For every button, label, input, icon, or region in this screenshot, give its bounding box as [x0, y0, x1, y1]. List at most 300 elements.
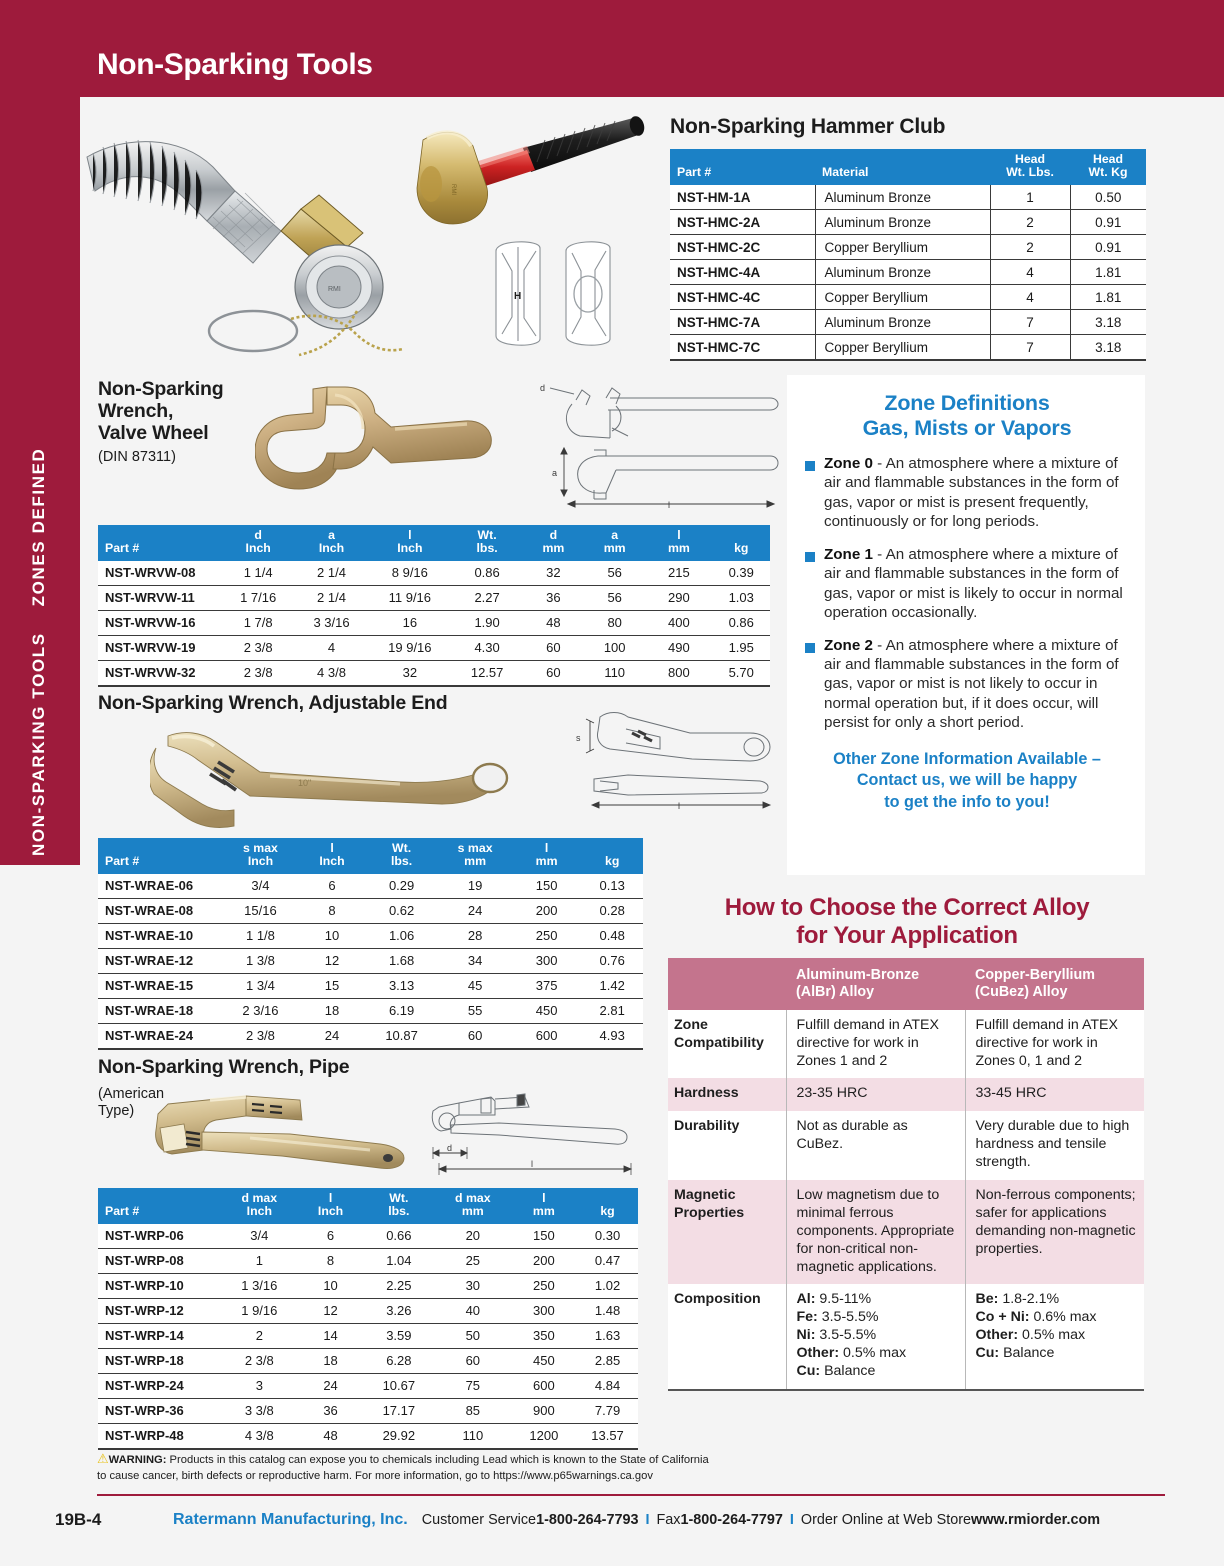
composition-line: Co + Ni: 0.6% max [975, 1309, 1097, 1326]
cell-value: 60 [523, 635, 584, 660]
warning-line-2: to cause cancer, birth defects or reproductive harm. For more information, go to https://www.p65warnings.ca.gov [97, 1469, 653, 1482]
fax-label: Fax [656, 1512, 681, 1528]
alloy-table-row [668, 1010, 1144, 1079]
alloy-row-label: Magnetic Properties [668, 1180, 786, 1284]
cell-value: 0.66 [363, 1224, 435, 1249]
th-d-max: d max mm [435, 1188, 511, 1224]
th-material: Material [815, 149, 990, 186]
cell-value: 1 3/8 [222, 948, 300, 973]
th-head-wt-kg: Head Wt. Kg [1070, 149, 1146, 186]
th-a: a mm [584, 525, 645, 561]
cell-value: 48 [298, 1423, 362, 1449]
cell-value: 2.81 [581, 998, 643, 1023]
svg-text:RMI: RMI [328, 286, 341, 293]
cell-part-number: NST-HMC-7C [670, 335, 815, 361]
cell-value: 100 [584, 635, 645, 660]
cell-value: Aluminum Bronze [815, 260, 990, 285]
cell-value: 2 3/8 [222, 1023, 300, 1049]
page-header-banner [0, 0, 1224, 97]
th-part-number: Part # [670, 149, 815, 186]
table-row [98, 1273, 638, 1298]
cell-value: 0.86 [712, 610, 770, 635]
th-kg: kg [712, 525, 770, 561]
th-d: d mm [523, 525, 584, 561]
cell-value: 1 9/16 [220, 1298, 298, 1323]
cell-value: 19 [438, 874, 511, 899]
cell-value: 215 [645, 561, 712, 586]
zone-dash: - [872, 545, 886, 563]
cell-value: 250 [511, 1273, 577, 1298]
alloy-cell-cubez: Very durable due to high hardness and tensile strength. [965, 1111, 1144, 1180]
zone-cta-line2: Contact us, we will be happy [856, 771, 1078, 790]
composition-line: Ni: 3.5-5.5% [796, 1327, 877, 1344]
valve-wheel-dimension-diagram [520, 378, 782, 513]
cell-value: 0.28 [581, 898, 643, 923]
cell-value: Copper Beryllium [815, 335, 990, 361]
th-l: l mm [512, 838, 581, 874]
cell-value: 10 [299, 923, 365, 948]
cell-value: 36 [523, 585, 584, 610]
composition-line: Be: 1.8-2.1% [975, 1291, 1060, 1308]
alloy-table-row [668, 1284, 1144, 1389]
zone-definition-text [824, 545, 1129, 623]
cell-part-number: NST-HMC-2A [670, 210, 815, 235]
table-row [670, 285, 1146, 310]
valve-wheel-title-line2: Wrench, [98, 400, 174, 423]
warning-text-1: Products in this catalog can expose you to chemicals including Lead which is known to the State of California [166, 1454, 709, 1466]
zone-definition-text [824, 636, 1129, 733]
alloy-table-row [668, 1111, 1144, 1180]
cell-value: 4.30 [451, 635, 522, 660]
alloy-row-label: Zone Compatibility [668, 1010, 786, 1079]
th-l: l Inch [298, 1188, 362, 1224]
cell-value: 1 7/8 [222, 610, 295, 635]
cell-value: 5.70 [712, 660, 770, 686]
th-s-max: s max mm [438, 838, 511, 874]
cell-value: 0.48 [581, 923, 643, 948]
cell-value: 2.27 [451, 585, 522, 610]
cell-part-number: NST-WRAE-12 [98, 948, 222, 973]
cell-part-number: NST-HMC-2C [670, 235, 815, 260]
zone-label: Zone 2 [824, 636, 873, 654]
zone-label: Zone 1 [824, 545, 873, 563]
table-row [98, 973, 643, 998]
cell-value: 12.57 [451, 660, 522, 686]
cell-value: 7 [990, 335, 1070, 361]
cell-value: 1 3/4 [222, 973, 300, 998]
valve-wheel-title-line3: Valve Wheel [98, 422, 209, 445]
zone-contact-callout [805, 749, 1129, 813]
cell-value: 1 [990, 185, 1070, 210]
cell-value: 40 [435, 1298, 511, 1323]
cell-value: 48 [523, 610, 584, 635]
zone-cta-line1: Other Zone Information Available – [833, 749, 1101, 768]
adjustable-wrench-size-marking: 10" [298, 778, 312, 788]
valve-wheel-table-body [98, 561, 770, 686]
hammer-club-section [670, 115, 1146, 361]
cell-part-number: NST-WRP-06 [98, 1224, 220, 1249]
adjustable-diagram-label-s: s [576, 733, 581, 743]
side-tab-label-main: NON-SPARKING TOOLS [29, 632, 48, 856]
cell-value: 400 [645, 610, 712, 635]
cell-value: 0.62 [365, 898, 439, 923]
th-l: l Inch [299, 838, 365, 874]
cell-value: 490 [645, 635, 712, 660]
th-d: d Inch [222, 525, 295, 561]
cell-value: 200 [511, 1248, 577, 1273]
cell-value: 4 3/8 [295, 660, 368, 686]
alloy-cell-albr: Fulfill demand in ATEX directive for work in Zones 1 and 2 [786, 1010, 965, 1079]
alloy-cell-albr: Not as durable as CuBez. [786, 1111, 965, 1180]
cell-value: 75 [435, 1373, 511, 1398]
cell-value: 6.19 [365, 998, 439, 1023]
adjustable-wrench-title: Non-Sparking Wrench, Adjustable End [98, 692, 448, 714]
alloy-cell-albr [786, 1284, 965, 1389]
cell-value: 3.13 [365, 973, 439, 998]
non-sparking-hammer-photo [405, 112, 655, 252]
th-aluminum-bronze: Aluminum-Bronze (AlBr) Alloy [786, 958, 965, 1010]
alloy-cell-cubez: Non-ferrous components; safer for applications demanding non-magnetic properties. [965, 1180, 1144, 1284]
adjustable-wrench-table-wrap [98, 838, 643, 1050]
cell-value: 0.91 [1070, 210, 1146, 235]
cell-value: 24 [299, 1023, 365, 1049]
cell-value: Aluminum Bronze [815, 310, 990, 335]
alloy-row-label: Durability [668, 1111, 786, 1180]
zone-description: An atmosphere where a mixture of air and flammable substances in the form of gas, vapor or mist is likely to occur in normal operation occasionally. [824, 545, 1123, 622]
zone-definitions-title-line2: Gas, Mists or Vapors [862, 415, 1072, 440]
cell-value: 1.95 [712, 635, 770, 660]
adjustable-wrench-table [98, 838, 643, 1050]
cell-value: 1 1/4 [222, 561, 295, 586]
th-head-wt-lbs: Head Wt. Lbs. [990, 149, 1070, 186]
customer-service-label: Customer Service [421, 1512, 537, 1528]
cell-value: 17.17 [363, 1398, 435, 1423]
zone-definition-item [805, 454, 1129, 532]
hammer-section-title: Non-Sparking Hammer Club [670, 115, 946, 138]
cell-part-number: NST-HMC-7A [670, 310, 815, 335]
cell-value: 3.59 [363, 1323, 435, 1348]
zone-definition-item [805, 636, 1129, 733]
page-footer [55, 1500, 1175, 1540]
valve-wheel-table [98, 525, 770, 687]
composition-line: Al: 9.5-11% [796, 1291, 872, 1308]
cell-value: 2 3/8 [220, 1348, 298, 1373]
cell-value: 600 [511, 1373, 577, 1398]
cell-value: 25 [435, 1248, 511, 1273]
th-wt-: Wt. lbs. [451, 525, 522, 561]
table-header-row [668, 958, 1144, 1010]
cell-value: 10.87 [365, 1023, 439, 1049]
cell-value: 16 [368, 610, 451, 635]
composition-line: Other: 0.5% max [975, 1327, 1086, 1344]
cell-part-number: NST-WRVW-32 [98, 660, 222, 686]
cell-value: 29.92 [363, 1423, 435, 1449]
cell-part-number: NST-WRVW-19 [98, 635, 222, 660]
cell-value: 600 [512, 1023, 581, 1049]
cell-value: Copper Beryllium [815, 285, 990, 310]
cell-value: 10.67 [363, 1373, 435, 1398]
side-tab-label-secondary: ZONES DEFINED [29, 447, 48, 607]
cell-value: 0.29 [365, 874, 439, 899]
cell-value: 2.25 [363, 1273, 435, 1298]
alloy-comparison-table-wrap [668, 958, 1144, 1391]
valve-wheel-title-line1: Non-Sparking [98, 378, 224, 400]
cell-value: 7 [990, 310, 1070, 335]
alloy-title-line2: for Your Application [796, 921, 1018, 949]
cell-part-number: NST-WRP-14 [98, 1323, 220, 1348]
cell-value: 2.85 [577, 1348, 638, 1373]
cell-value: 55 [438, 998, 511, 1023]
prop65-warning [97, 1450, 897, 1485]
cell-part-number: NST-HMC-4A [670, 260, 815, 285]
cell-value: 18 [299, 998, 365, 1023]
cell-value: 7.79 [577, 1398, 638, 1423]
cell-value: 8 [298, 1248, 362, 1273]
cell-value: 24 [298, 1373, 362, 1398]
cell-value: 28 [438, 923, 511, 948]
cell-value: 15 [299, 973, 365, 998]
table-row [98, 948, 643, 973]
table-row [98, 1398, 638, 1423]
alloy-cell-albr: Low magnetism due to minimal ferrous components. Appropriate for non-critical non-magnetic applications. [786, 1180, 965, 1284]
alloy-comparison-table [668, 958, 1144, 1391]
alloy-cell-cubez [965, 1284, 1144, 1389]
zone-description: An atmosphere where a mixture of air and flammable substances in the form of gas, vapor or mist is present frequently, continuously or for long periods. [824, 454, 1119, 531]
cell-value: 6 [299, 874, 365, 899]
cell-value: 0.50 [1070, 185, 1146, 210]
square-bullet-icon [805, 461, 815, 471]
cell-value: 290 [645, 585, 712, 610]
cell-part-number: NST-HM-1A [670, 185, 815, 210]
th-kg: kg [577, 1188, 638, 1224]
th-part-number: Part # [98, 838, 222, 874]
pipe-wrench-subtitle-line1: (American [98, 1086, 165, 1103]
side-index-tab [0, 97, 80, 865]
cell-part-number: NST-WRAE-08 [98, 898, 222, 923]
zone-definitions-card [787, 375, 1145, 875]
cell-value: 3/4 [222, 874, 300, 899]
hammer-head-dimension-diagram [490, 235, 620, 353]
alloy-cell-cubez: Fulfill demand in ATEX directive for work in Zones 0, 1 and 2 [965, 1010, 1144, 1079]
cell-value: 12 [299, 948, 365, 973]
zone-cta-line3: to get the info to you! [884, 792, 1050, 811]
cell-value: 2 3/16 [222, 998, 300, 1023]
alloy-row-label: Hardness [668, 1078, 786, 1111]
page-number: 19B-4 [55, 1510, 102, 1529]
footer-separator-1: I [645, 1512, 650, 1528]
alloy-cell-cubez: 33-45 HRC [965, 1078, 1144, 1111]
cell-value: 12 [298, 1298, 362, 1323]
square-bullet-icon [805, 643, 815, 653]
footer-separator-2: I [789, 1512, 794, 1528]
cell-value: 3/4 [220, 1224, 298, 1249]
table-header-row [98, 838, 643, 874]
alloy-title-line1: How to Choose the Correct Alloy [724, 894, 1090, 921]
table-row [670, 260, 1146, 285]
table-row [98, 1423, 638, 1449]
alloy-section-title [668, 894, 1146, 950]
valve-diagram-label-d: d [540, 383, 546, 393]
pipe-wrench-table-wrap [98, 1188, 638, 1450]
hammer-table-body [670, 185, 1146, 360]
cell-value: 56 [584, 585, 645, 610]
th-l: l mm [511, 1188, 577, 1224]
cell-value: 1.81 [1070, 285, 1146, 310]
cell-value: 1.06 [365, 923, 439, 948]
cell-part-number: NST-WRP-18 [98, 1348, 220, 1373]
table-row [98, 923, 643, 948]
cell-value: 1.68 [365, 948, 439, 973]
table-row [670, 310, 1146, 335]
cell-value: 8 9/16 [368, 561, 451, 586]
composition-line: Other: 0.5% max [796, 1345, 907, 1362]
composition-line: Cu: Balance [796, 1362, 876, 1379]
zone-description: An atmosphere where a mixture of air and flammable substances in the form of gas, vapor or mist is not likely to occur in normal operation but, if it does occur, will persist for only a short period. [824, 636, 1119, 732]
cell-value: 1.63 [577, 1323, 638, 1348]
cell-value: 4 [295, 635, 368, 660]
cell-value: 450 [511, 1348, 577, 1373]
cell-value: 36 [298, 1398, 362, 1423]
cell-value: Aluminum Bronze [815, 185, 990, 210]
web-store-url[interactable]: www.rmiorder.com [971, 1512, 1101, 1528]
pipe-diagram-label-l: l [531, 1159, 533, 1169]
cell-value: 110 [435, 1423, 511, 1449]
pipe-wrench-subtitle-line2: Type) [98, 1102, 135, 1119]
cell-value: 8 [299, 898, 365, 923]
table-header-row [670, 149, 1146, 186]
cell-value: 14 [298, 1323, 362, 1348]
valve-diagram-label-a: a [552, 468, 558, 478]
table-header-row [98, 525, 770, 561]
adjustable-wrench-dimension-diagram [570, 705, 780, 820]
composition-line: Fe: 3.5-5.5% [796, 1309, 879, 1326]
table-row [98, 898, 643, 923]
cell-value: 3 3/16 [295, 610, 368, 635]
cell-value: 0.39 [712, 561, 770, 586]
table-row [98, 874, 643, 899]
cell-part-number: NST-WRAE-24 [98, 1023, 222, 1049]
braided-hose-assembly-photo [85, 105, 425, 370]
cell-part-number: NST-WRAE-15 [98, 973, 222, 998]
alloy-table-row [668, 1078, 1144, 1111]
cell-value: 18 [298, 1348, 362, 1373]
cell-part-number: NST-WRP-10 [98, 1273, 220, 1298]
cell-value: 80 [584, 610, 645, 635]
zone-definitions-title-line1: Zone Definitions [884, 391, 1050, 415]
th-d-max: d max Inch [220, 1188, 298, 1224]
cell-value: 300 [511, 1298, 577, 1323]
cell-value: 85 [435, 1398, 511, 1423]
cell-value: 6 [298, 1224, 362, 1249]
cell-value: 2 [990, 235, 1070, 260]
warning-label: WARNING: [108, 1454, 167, 1466]
table-row [98, 1373, 638, 1398]
cell-value: 150 [512, 874, 581, 899]
zone-definition-item [805, 545, 1129, 623]
table-row [98, 1348, 638, 1373]
th-copper-beryllium: Copper-Beryllium (CuBez) Alloy [965, 958, 1144, 1010]
pipe-wrench-table [98, 1188, 638, 1450]
cell-value: 60 [523, 660, 584, 686]
cell-value: 1 7/16 [222, 585, 295, 610]
cell-value: 1.03 [712, 585, 770, 610]
web-store-label: Order Online at Web Store [800, 1512, 972, 1528]
cell-value: 0.86 [451, 561, 522, 586]
cell-part-number: NST-WRP-08 [98, 1248, 220, 1273]
zone-definitions-list [805, 454, 1129, 733]
pipe-wrench-table-body [98, 1224, 638, 1449]
cell-value: 2 [990, 210, 1070, 235]
cell-value: 3.26 [363, 1298, 435, 1323]
cell-value: 11 9/16 [368, 585, 451, 610]
cell-value: 60 [435, 1348, 511, 1373]
adjustable-wrench-table-body [98, 874, 643, 1049]
pipe-wrench-photo [150, 1090, 430, 1190]
th-l: l mm [645, 525, 712, 561]
table-row [98, 585, 770, 610]
cell-value: 1 1/8 [222, 923, 300, 948]
customer-service-phone[interactable]: 1-800-264-7793 [536, 1512, 639, 1528]
cell-value: Aluminum Bronze [815, 210, 990, 235]
cell-value: 0.76 [581, 948, 643, 973]
cell-value: 250 [512, 923, 581, 948]
table-row [98, 635, 770, 660]
cell-value: 200 [512, 898, 581, 923]
cell-value: 32 [523, 561, 584, 586]
pipe-wrench-dimension-diagram [425, 1085, 650, 1185]
cell-value: 19 9/16 [368, 635, 451, 660]
square-bullet-icon [805, 552, 815, 562]
cell-value: 3 [220, 1373, 298, 1398]
cell-value: 1200 [511, 1423, 577, 1449]
composition-line: Cu: Balance [975, 1345, 1055, 1362]
cell-value: 900 [511, 1398, 577, 1423]
cell-value: 3.18 [1070, 310, 1146, 335]
company-name: Ratermann Manufacturing, Inc. [173, 1511, 408, 1528]
cell-value: 2 3/8 [222, 660, 295, 686]
footer-divider-rule [97, 1494, 1165, 1496]
cell-value: 1.04 [363, 1248, 435, 1273]
cell-value: 20 [435, 1224, 511, 1249]
valve-wheel-table-wrap [98, 525, 770, 687]
cell-value: 3 3/8 [220, 1398, 298, 1423]
hammer-club-table [670, 149, 1146, 362]
side-index-tab-labels [0, 98, 79, 866]
valve-wheel-standard: (DIN 87311) [98, 448, 176, 465]
cell-value: 1.90 [451, 610, 522, 635]
fax-phone: 1-800-264-7797 [680, 1512, 783, 1528]
cell-value: 32 [368, 660, 451, 686]
table-row [670, 335, 1146, 361]
cell-part-number: NST-WRAE-18 [98, 998, 222, 1023]
cell-value: 50 [435, 1323, 511, 1348]
cell-part-number: NST-WRP-12 [98, 1298, 220, 1323]
svg-text:RMI: RMI [450, 184, 456, 195]
cell-value: 2 3/8 [222, 635, 295, 660]
th-part-number: Part # [98, 1188, 220, 1224]
th-wt-: Wt. lbs. [365, 838, 439, 874]
cell-value: 0.30 [577, 1224, 638, 1249]
hammer-head-label-h: H [514, 291, 522, 302]
cell-value: 4 3/8 [220, 1423, 298, 1449]
cell-part-number: NST-WRAE-06 [98, 874, 222, 899]
warning-line-1 [97, 1450, 897, 1469]
cell-value: 1.81 [1070, 260, 1146, 285]
zone-definition-text [824, 454, 1129, 532]
th-alloy-corner [668, 958, 786, 1010]
cell-part-number: NST-WRP-36 [98, 1398, 220, 1423]
cell-value: Copper Beryllium [815, 235, 990, 260]
